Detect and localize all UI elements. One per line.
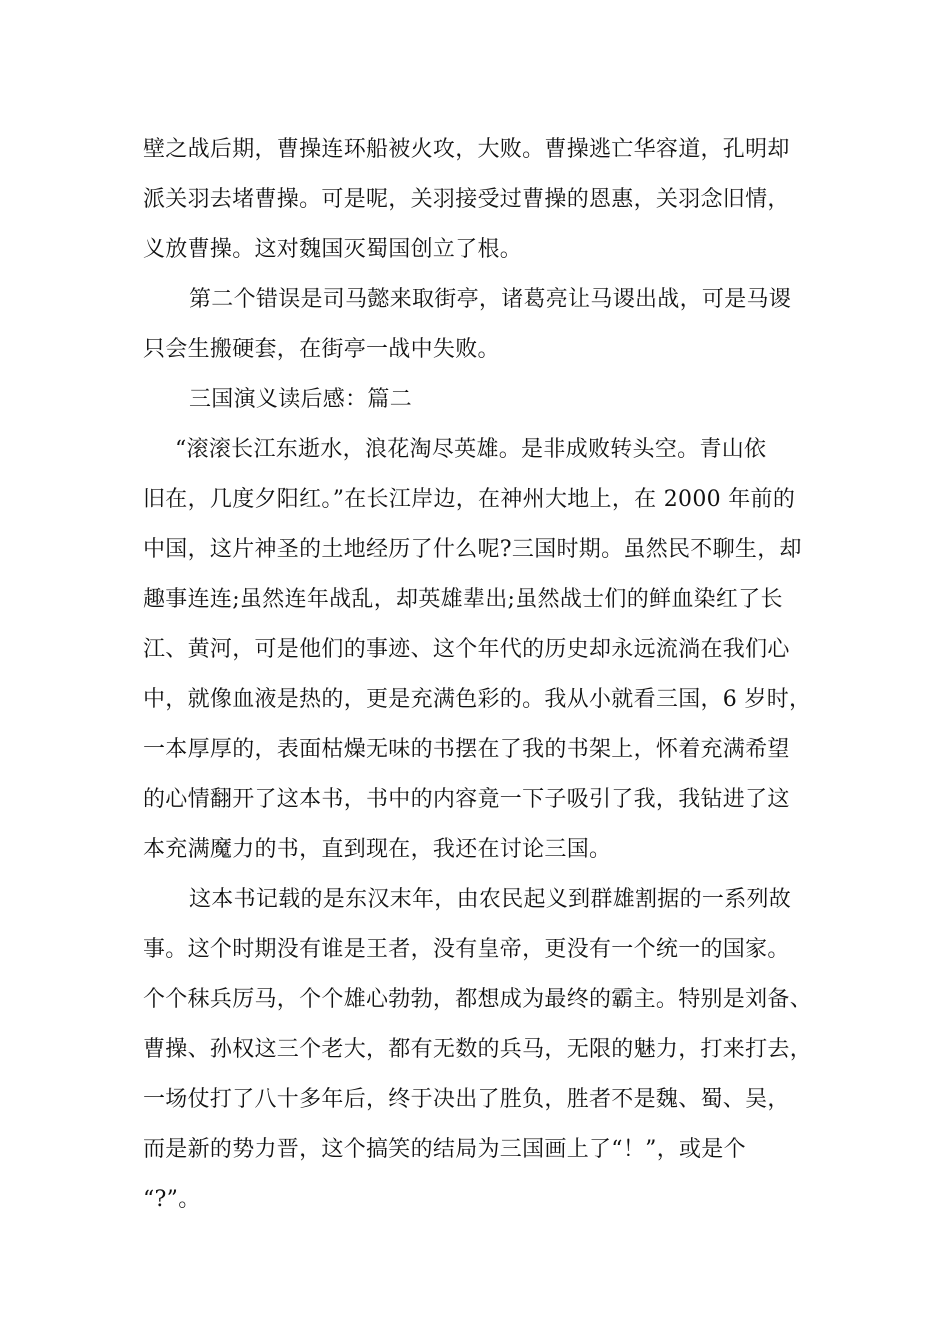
section-heading: 三国演义读后感：篇二 bbox=[189, 387, 413, 412]
paragraph-first-line: 第二个错误是司马懿来取街亭，诸葛亮让马谡出战，可是马谡 bbox=[189, 287, 792, 312]
text-line: 壁之战后期，曹操连环船被火攻，大败。曹操逃亡华容道，孔明却 bbox=[143, 137, 790, 162]
text-line: 的心情翻开了这本书，书中的内容竟一下子吸引了我，我钻进了这 bbox=[143, 787, 790, 812]
text-line: “?”。 bbox=[143, 1187, 201, 1212]
text-line: 派关羽去堵曹操。可是呢，关羽接受过曹操的恩惠，关羽念旧情， bbox=[143, 187, 790, 212]
text-line: 本充满魔力的书，直到现在，我还在讨论三国。 bbox=[143, 837, 612, 862]
paragraph-first-line: 这本书记载的是东汉末年，由农民起义到群雄割据的一系列故 bbox=[189, 887, 792, 912]
text-line: 江、黄河，可是他们的事迹、这个年代的历史却永远流淌在我们心 bbox=[143, 637, 790, 662]
text-line: 个个秣兵厉马，个个雄心勃勃，都想成为最终的霸主。特别是刘备、 bbox=[143, 987, 813, 1012]
text-line: 义放曹操。这对魏国灭蜀国创立了根。 bbox=[143, 237, 523, 262]
paragraph-first-line: “滚滚长江东逝水，浪花淘尽英雄。是非成败转头空。青山依 bbox=[175, 437, 767, 462]
text-line: 旧在，几度夕阳红。”在长江岸边，在神州大地上，在 2000 年前的 bbox=[143, 487, 796, 512]
text-line: 事。这个时期没有谁是王者，没有皇帝，更没有一个统一的国家。 bbox=[143, 937, 790, 962]
text-line: 只会生搬硬套，在街亭一战中失败。 bbox=[143, 337, 500, 362]
text-line: 曹操、孙权这三个老大，都有无数的兵马，无限的魅力，打来打去， bbox=[143, 1037, 813, 1062]
text-line: 趣事连连;虽然连年战乱，却英雄辈出;虽然战士们的鲜血染红了长 bbox=[143, 587, 783, 612]
text-line: 一场仗打了八十多年后，终于决出了胜负，胜者不是魏、蜀、吴， bbox=[143, 1087, 790, 1112]
text-line: 中，就像血液是热的，更是充满色彩的。我从小就看三国，6 岁时， bbox=[143, 687, 812, 712]
text-line: 一本厚厚的，表面枯燥无味的书摆在了我的书架上，怀着充满希望 bbox=[143, 737, 790, 762]
text-line: 而是新的势力晋，这个搞笑的结局为三国画上了“！”，或是个 bbox=[143, 1137, 746, 1162]
text-line: 中国，这片神圣的土地经历了什么呢?三国时期。虽然民不聊生，却 bbox=[143, 537, 802, 562]
